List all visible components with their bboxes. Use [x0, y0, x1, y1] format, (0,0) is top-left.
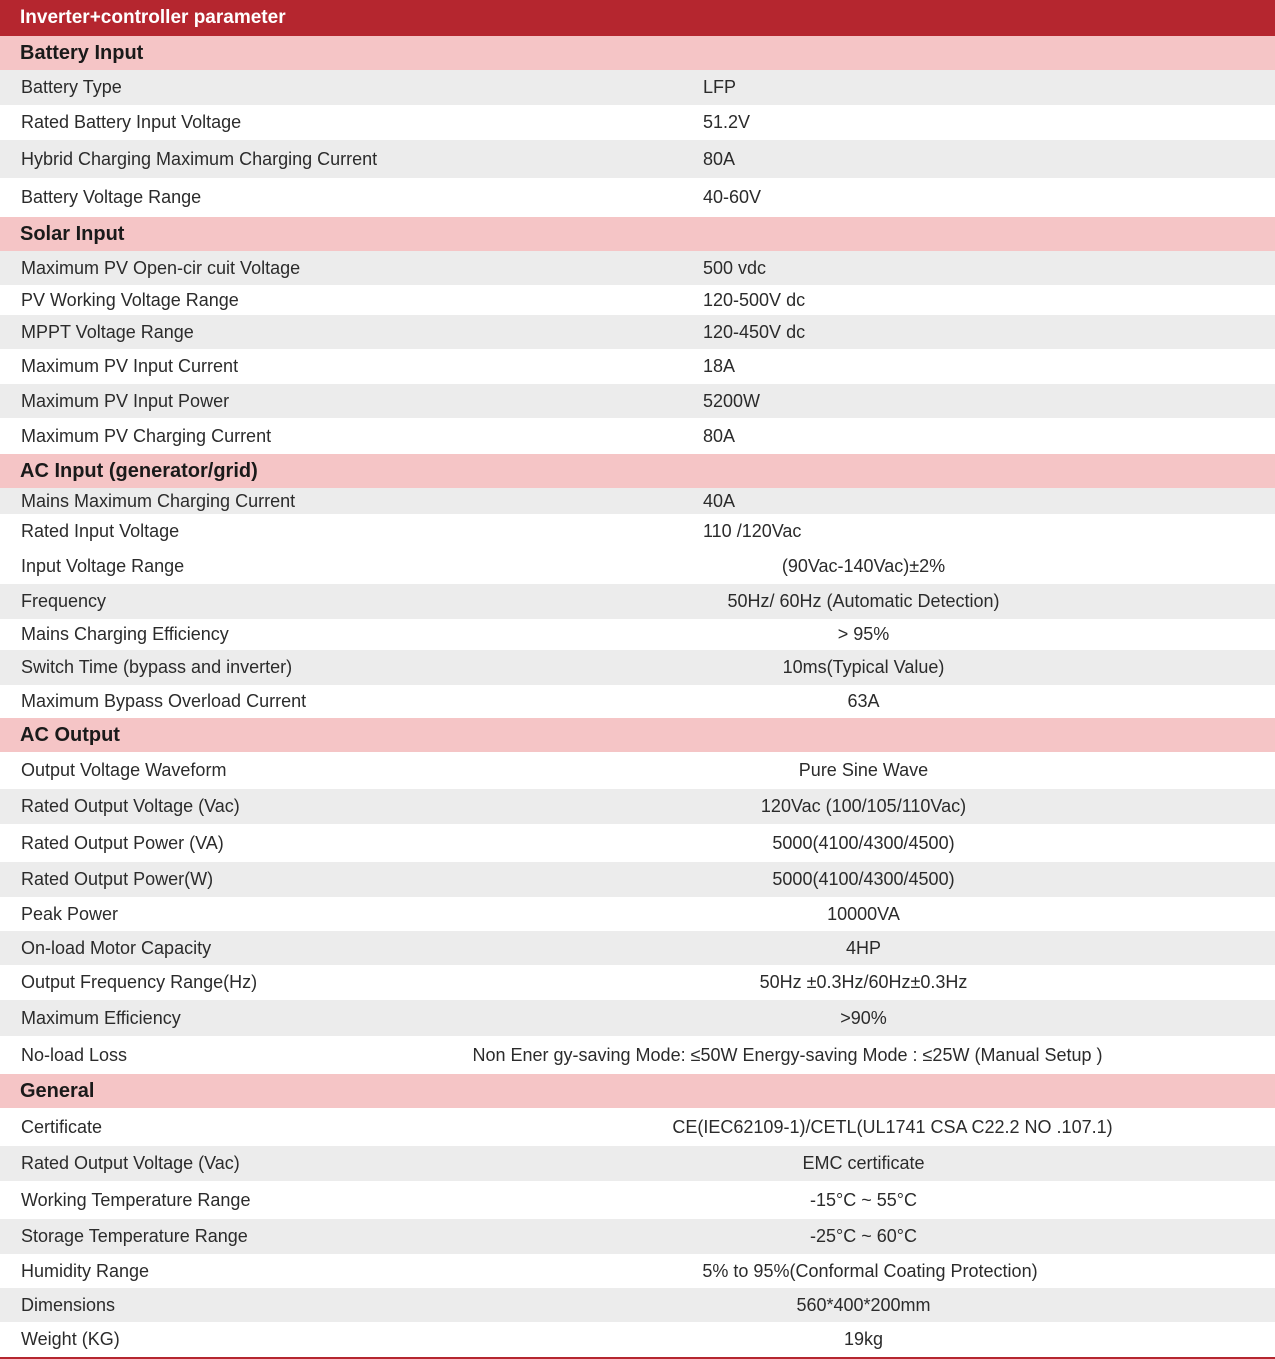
row-label: No-load Loss: [21, 1044, 128, 1065]
section-header-solar-input: Solar Input: [0, 217, 1275, 251]
table-row: [0, 315, 1275, 349]
row-value: CE(IEC62109-1)/CETL(UL1741 CSA C22.2 NO .107.1): [672, 1116, 1113, 1137]
row-value: 80A: [703, 148, 736, 169]
table-row: [0, 488, 1275, 514]
row-label: Battery Voltage Range: [21, 187, 202, 207]
row-label: Storage Temperature Range: [21, 1226, 248, 1246]
row-label: Maximum Efficiency: [21, 1007, 181, 1028]
row-value: 5000(4100/4300/4500): [772, 869, 955, 889]
section-header-ac-output: AC Output: [0, 718, 1275, 752]
table-row: [0, 514, 1275, 549]
row-value: LFP: [703, 77, 737, 97]
row-value: 5200W: [703, 390, 761, 411]
section-header-general: General: [0, 1074, 1275, 1108]
table-row: [0, 897, 1275, 931]
table-row: [0, 549, 1275, 584]
row-value: 63A: [847, 691, 880, 711]
row-value: Non Ener gy-saving Mode: ≤50W Energy-saving Mode : ≤25W (Manual Setup ): [472, 1044, 1103, 1065]
row-value: 5000(4100/4300/4500): [772, 832, 955, 853]
row-value: 10ms(Typical Value): [782, 657, 945, 677]
row-value: 19kg: [843, 1328, 884, 1349]
row-value: 500 vdc: [703, 257, 767, 278]
row-label: Battery Type: [21, 77, 122, 97]
table-row: [0, 251, 1275, 285]
row-value: 80A: [703, 425, 736, 446]
row-label: Rated Output Voltage (Vac): [21, 796, 240, 816]
table-row: [0, 1219, 1275, 1254]
row-value: > 95%: [837, 624, 890, 644]
row-label: Dimensions: [21, 1294, 116, 1315]
row-value: 5% to 95%(Conformal Coating Protection): [702, 1260, 1038, 1281]
row-label: Maximum PV Input Current: [21, 356, 239, 376]
table-row: [0, 140, 1275, 178]
table-row: [0, 418, 1275, 454]
table-row: [0, 105, 1275, 140]
row-label: Hybrid Charging Maximum Charging Current: [21, 148, 378, 169]
row-label: Rated Output Power(W): [21, 869, 214, 889]
table-row: [0, 1322, 1275, 1356]
section-header-ac-input: AC Input (generator/grid): [0, 454, 1275, 488]
row-label: Rated Output Power (VA): [21, 832, 224, 853]
table-row: [0, 1146, 1275, 1181]
row-value: 110 /120Vac: [703, 521, 802, 541]
row-value: 51.2V: [703, 112, 751, 132]
table-row: [0, 1000, 1275, 1036]
row-value: 120Vac (100/105/110Vac): [760, 796, 967, 816]
table-row: [0, 384, 1275, 418]
table-row: [0, 752, 1275, 789]
row-label: Weight (KG): [21, 1328, 120, 1349]
row-value: >90%: [840, 1007, 887, 1028]
row-value: Pure Sine Wave: [798, 760, 929, 780]
table-row: [0, 619, 1275, 650]
row-value: 50Hz ±0.3Hz/60Hz±0.3Hz: [759, 972, 968, 992]
row-value: 120-500V dc: [703, 289, 806, 310]
row-value: EMC certificate: [802, 1153, 925, 1173]
row-label: Switch Time (bypass and inverter): [21, 657, 293, 677]
table-row: [0, 178, 1275, 217]
row-label: Maximum Bypass Overload Current: [21, 691, 307, 711]
row-label: Output Voltage Waveform: [21, 760, 227, 780]
row-label: Input Voltage Range: [21, 556, 185, 576]
row-label: Mains Maximum Charging Current: [21, 490, 296, 511]
table-row: [0, 1288, 1275, 1322]
table-row: [0, 285, 1275, 315]
table-row: [0, 789, 1275, 824]
row-value: 50Hz/ 60Hz (Automatic Detection): [727, 591, 1000, 611]
row-value: 10000VA: [827, 903, 900, 924]
row-value: 560*400*200mm: [796, 1294, 931, 1315]
row-value: 120-450V dc: [703, 321, 806, 342]
row-label: Frequency: [21, 591, 107, 611]
section-header-battery-input: Battery Input: [0, 36, 1275, 70]
row-label: Maximum PV Input Power: [21, 390, 230, 411]
table-row: [0, 1108, 1275, 1146]
table-row: [0, 824, 1275, 862]
row-label: Output Frequency Range(Hz): [21, 972, 258, 992]
row-value: 40-60V: [703, 187, 762, 207]
row-label: Maximum PV Open-cir cuit Voltage: [21, 257, 301, 278]
row-label: Peak Power: [21, 903, 119, 924]
table-row: [0, 931, 1275, 965]
row-value: (90Vac-140Vac)±2%: [781, 556, 946, 576]
row-label: Maximum PV Charging Current: [21, 425, 272, 446]
row-label: Rated Battery Input Voltage: [21, 112, 242, 132]
table-row: [0, 1036, 1275, 1074]
row-label: Humidity Range: [21, 1260, 150, 1281]
row-value: 18A: [703, 356, 736, 376]
row-value: 40A: [703, 490, 736, 511]
row-label: On-load Motor Capacity: [21, 937, 212, 958]
row-label: Rated Output Voltage (Vac): [21, 1153, 240, 1173]
row-value: -25°C ~ 60°C: [810, 1226, 917, 1246]
table-row: [0, 650, 1275, 685]
row-label: Certificate: [21, 1116, 103, 1137]
table-row: [0, 1181, 1275, 1219]
table-row: [0, 965, 1275, 1000]
row-label: Rated Input Voltage: [21, 521, 180, 541]
row-value: -15°C ~ 55°C: [810, 1189, 917, 1210]
row-label: MPPT Voltage Range: [21, 321, 194, 342]
row-value: 4HP: [845, 937, 881, 958]
table-row: [0, 70, 1275, 105]
row-label: PV Working Voltage Range: [21, 289, 239, 310]
row-label: Working Temperature Range: [21, 1189, 251, 1210]
table-row: [0, 862, 1275, 897]
table-title: Inverter+controller parameter: [0, 0, 1275, 36]
table-row: [0, 685, 1275, 718]
row-label: Mains Charging Efficiency: [21, 624, 229, 644]
table-row: [0, 349, 1275, 384]
table-row: [0, 584, 1275, 619]
table-row: [0, 1254, 1275, 1288]
